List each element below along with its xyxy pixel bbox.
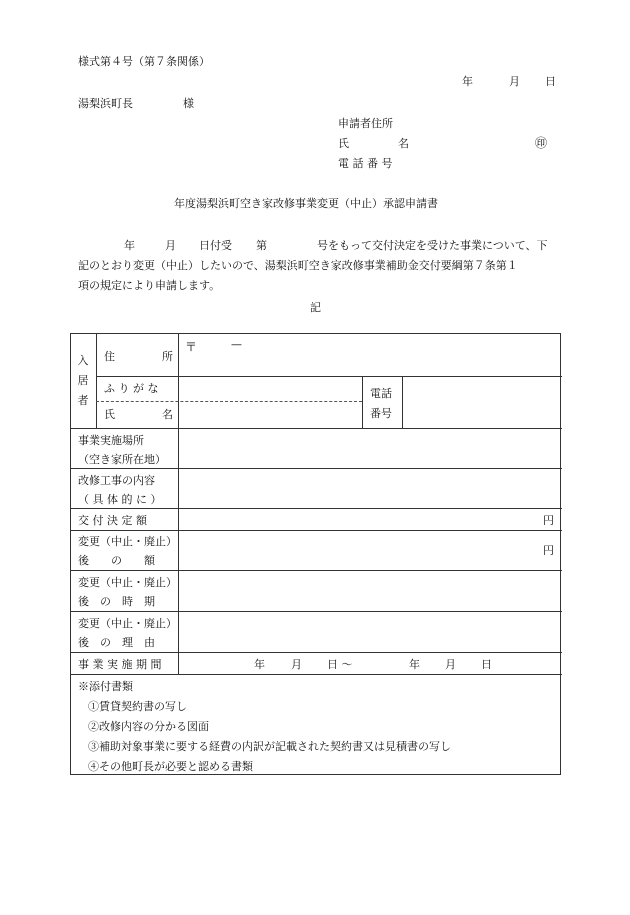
furigana-input[interactable] (181, 378, 359, 400)
applicant-address-label: 申請者住所 (338, 117, 393, 130)
body-line-3: 項の規定により申請します。 (78, 279, 221, 292)
site-label-2: （空き家所在地） (78, 453, 166, 466)
changed-reason-label-1: 変更（中止・廃止） (78, 617, 177, 630)
document-title: 年度湯梨浜町空き家改修事業変更（中止）承認申請書 (174, 197, 438, 210)
address-label-2: 所 (162, 350, 173, 363)
resident-label-3: 者 (77, 394, 89, 407)
phone-label-1: 電話 (370, 387, 392, 400)
changed-amount-input[interactable] (181, 532, 536, 568)
changed-amount-label-1: 変更（中止・廃止） (78, 535, 177, 548)
body-line-1: 号をもって交付決定を受けた事業について、下 (317, 239, 548, 252)
grant-amount-input[interactable] (181, 510, 536, 528)
changed-amount-yen: 円 (543, 544, 554, 557)
application-table (70, 333, 561, 775)
date-day-label: 日 (545, 75, 556, 88)
name-input[interactable] (181, 403, 359, 426)
attachment-item: ①賃貸契約書の写し (88, 700, 187, 713)
applicant-name-label-1: 氏 (338, 137, 349, 150)
phone-input[interactable] (405, 378, 559, 426)
postal-mark: 〒 (185, 340, 198, 354)
postal-dash: — (231, 338, 242, 351)
changed-reason-label-2: 後 の 理 由 (78, 636, 155, 649)
name-label-2: 名 (162, 408, 173, 421)
name-label-1: 氏 (104, 408, 115, 421)
attachments-title: ※添付書類 (78, 680, 133, 693)
body-month: 月 (165, 239, 176, 252)
changed-time-label-2: 後 の 時 期 (78, 595, 155, 608)
period-label: 事 業 実 施 期 間 (78, 658, 162, 671)
period-start-day: 日 〜 (327, 658, 353, 671)
site-label-1: 事業実施場所 (78, 434, 144, 447)
grant-amount-label: 交 付 決 定 額 (78, 514, 147, 527)
date-month-label: 月 (509, 75, 520, 88)
resident-label-2: 居 (77, 374, 89, 387)
address-input[interactable] (186, 350, 558, 374)
resident-label-1: 入 (77, 354, 89, 367)
date-year-label: 年 (462, 75, 473, 88)
ki-label: 記 (310, 301, 321, 314)
period-end-month: 月 (445, 658, 456, 671)
body-date: 日付受 (199, 239, 232, 252)
addressee: 湯梨浜町長 (78, 97, 133, 110)
body-line-2: 記のとおり変更（中止）したいので、湯梨浜町空き家改修事業補助金交付要綱第７条第１ (78, 259, 518, 272)
period-end-year: 年 (409, 658, 420, 671)
grant-amount-yen: 円 (543, 514, 554, 527)
site-input[interactable] (181, 430, 559, 466)
changed-reason-input[interactable] (181, 613, 559, 650)
address-label-1: 住 (104, 350, 115, 363)
attachment-item: ②改修内容の分かる図面 (88, 720, 209, 733)
period-end-day: 日 (481, 658, 492, 671)
honorific: 様 (183, 97, 194, 110)
body-number-prefix: 第 (256, 239, 267, 252)
attachment-item: ③補助対象事業に要する経費の内訳が記載された契約書又は見積書の写し (88, 740, 451, 753)
phone-label-2: 番号 (370, 407, 392, 420)
work-content-label-1: 改修工事の内容 (78, 474, 155, 487)
work-content-input[interactable] (181, 470, 559, 506)
period-start-year: 年 (254, 658, 265, 671)
applicant-name-label-2: 名 (398, 137, 409, 150)
applicant-phone-label: 電 話 番 号 (338, 157, 393, 170)
body-year: 年 (124, 239, 135, 252)
period-start-month: 月 (291, 658, 302, 671)
changed-time-input[interactable] (181, 572, 559, 609)
form-number: 様式第４号（第７条関係） (78, 55, 210, 68)
seal-icon: ㊞ (535, 136, 548, 150)
furigana-label: ふ り が な (104, 382, 159, 395)
changed-time-label-1: 変更（中止・廃止） (78, 576, 177, 589)
changed-amount-label-2: 後 の 額 (78, 554, 155, 567)
attachment-item: ④その他町長が必要と認める書類 (88, 760, 253, 773)
work-content-label-2: （ 具 体 的 に ） (78, 493, 162, 506)
